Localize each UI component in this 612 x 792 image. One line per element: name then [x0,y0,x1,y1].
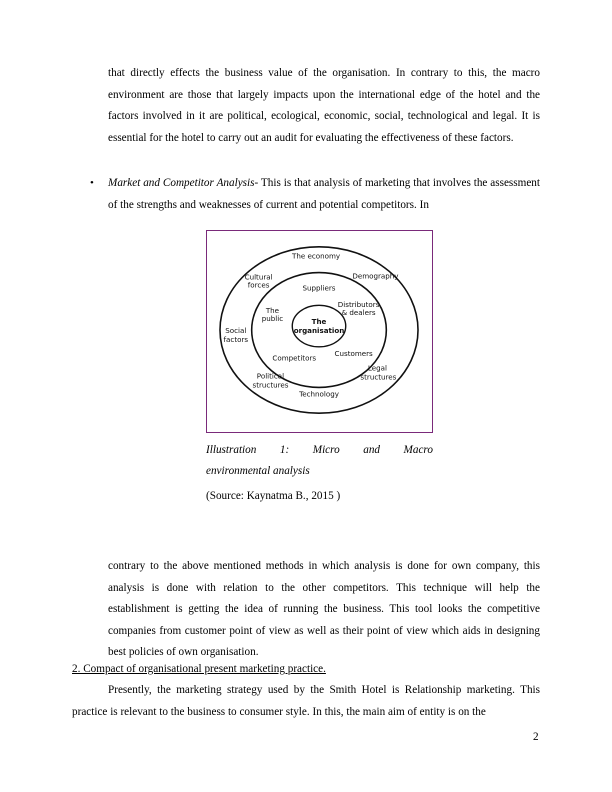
label-cultural-1: Cultural [244,272,273,282]
paragraph-competitor-contrast: contrary to the above mentioned methods in which analysis is done for own company, this analysis is done with relation to the other competitors. This technique will help the establishment is getting the idea of running the business. This tool looks the competitive companies from customer point of view as well as their point of view which aids in designing best policies of own organisation. [108,560,540,658]
section-heading: 2. Compact of organisational present marketing practice. [72,663,326,675]
center-label-2: organisation [293,325,345,335]
paragraph-market-competitor [108,173,540,216]
label-political-2: structures [252,380,289,390]
bullet-icon: • [90,177,94,189]
bullet-text: This is that analysis of marketing that involves the assessment of the strengths and weaknesses of current and potential competitors. In [108,177,540,211]
paragraph-relationship-marketing [72,680,540,723]
label-competitors: Competitors [272,353,317,363]
caption-line-2: environmental analysis [206,465,310,477]
figure-caption [206,440,433,482]
paragraph-relationship-text: Presently, the marketing strategy used by the Smith Hotel is Relationship marketing. This practice is relevant to the business to consumer style. In this, the main aim of entity is on the [72,684,540,718]
environment-diagram [206,230,433,433]
caption-word-4: and [363,444,380,456]
label-public-1: The [265,306,280,316]
page-number: 2 [533,731,539,743]
label-public-2: public [261,314,284,324]
caption-word-1: Illustration [206,444,257,456]
bullet-term: Market and Competitor Analysis- [108,177,259,189]
paragraph-macro-environment: that directly effects the business value of the organisation. In contrary to this, the macro environment are those that largely impacts upon the international edge of the hotel and the factors involved in it are political, ecological, economic, social, technological and legal. It is essential for the hotel to carry out an audit for evaluating the effectiveness of these factors. [108,67,540,144]
label-social-1: Social [225,325,247,335]
label-political-1: Political [256,371,285,381]
label-distributors-1: Distributors [337,300,380,310]
environment-diagram-svg [207,231,432,432]
caption-word-3: Micro [312,444,340,456]
label-distributors-2: & dealers [341,308,376,318]
label-technology: Technology [299,389,339,399]
caption-word-2: 1: [279,444,290,456]
caption-word-5: Macro [403,444,433,456]
label-legal-2: structures [360,372,397,382]
caption-line-1 [206,440,433,461]
label-customers: Customers [334,348,373,358]
label-social-2: factors [223,334,249,344]
label-suppliers: Suppliers [302,283,336,293]
label-legal-1: Legal [367,363,387,373]
center-label-1: The [311,317,327,327]
label-demography: Demography [352,271,399,281]
figure-source: (Source: Kaynatma B., 2015 ) [206,490,341,502]
label-cultural-2: forces [247,280,270,290]
label-economy: The economy [291,251,341,261]
